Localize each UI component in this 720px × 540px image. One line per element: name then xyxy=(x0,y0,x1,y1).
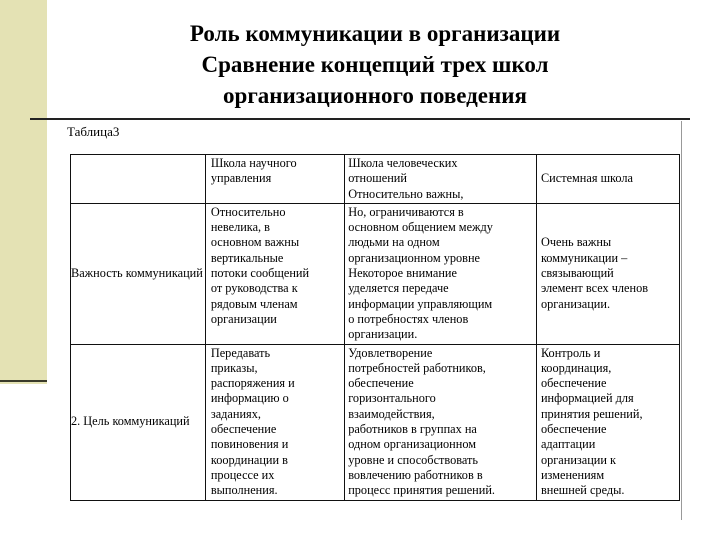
row-label-purpose: 2. Цель коммуникаций xyxy=(71,344,206,500)
table-cell: Контроль и координация, обеспечение информацией для принятия решений, обеспечение адаптации организации к изменениям внешней среды. xyxy=(536,344,679,500)
decorative-band-underline xyxy=(0,380,47,382)
header-cell-empty xyxy=(71,155,206,204)
header-cell-scientific-school: Школа научного управления xyxy=(205,155,344,204)
header-cell-human-relations-school: Школа человеческих отношений Относительно важны, xyxy=(345,155,537,204)
title-line-1: Роль коммуникации в организации xyxy=(189,21,561,46)
table-cell: Очень важны коммуникации – связывающий элемент всех членов организации. xyxy=(536,203,679,344)
title-line-2: Сравнение концепций трех школ xyxy=(201,52,549,77)
title-line-3: организационного поведения xyxy=(223,83,527,108)
comparison-table xyxy=(70,154,680,501)
table-header-row xyxy=(71,155,680,204)
scanned-document xyxy=(63,121,683,520)
table-cell: Но, ограничиваются в основном общением между людьми на одном организационном уровне Некоторое внимание уделяется передаче информации управляющим о потребностях членов организации. xyxy=(345,203,537,344)
table-caption: Таблица3 xyxy=(67,124,120,139)
table-row xyxy=(71,203,680,344)
table-cell: Относительно невелика, в основном важны вертикальные потоки сообщений от руководства к рядовым членам организации xyxy=(205,203,344,344)
slide-title xyxy=(120,18,630,111)
row-label-importance: Важность коммуникаций xyxy=(71,203,206,344)
header-cell-systems-school: Системная школа xyxy=(536,155,679,204)
table-cell: Удовлетворение потребностей работников, обеспечение горизонтального взаимодействия, работников в группах на одном организационном уровне и способствовать вовлечению работников в процесс принятия решений. xyxy=(345,344,537,500)
title-rule xyxy=(30,118,690,120)
decorative-side-band xyxy=(0,0,47,384)
table-row xyxy=(71,344,680,500)
table-cell: Передавать приказы, распоряжения и информацию о заданиях, обеспечение повиновения и координации в процессе их выполнения. xyxy=(205,344,344,500)
document-edge xyxy=(681,121,682,520)
